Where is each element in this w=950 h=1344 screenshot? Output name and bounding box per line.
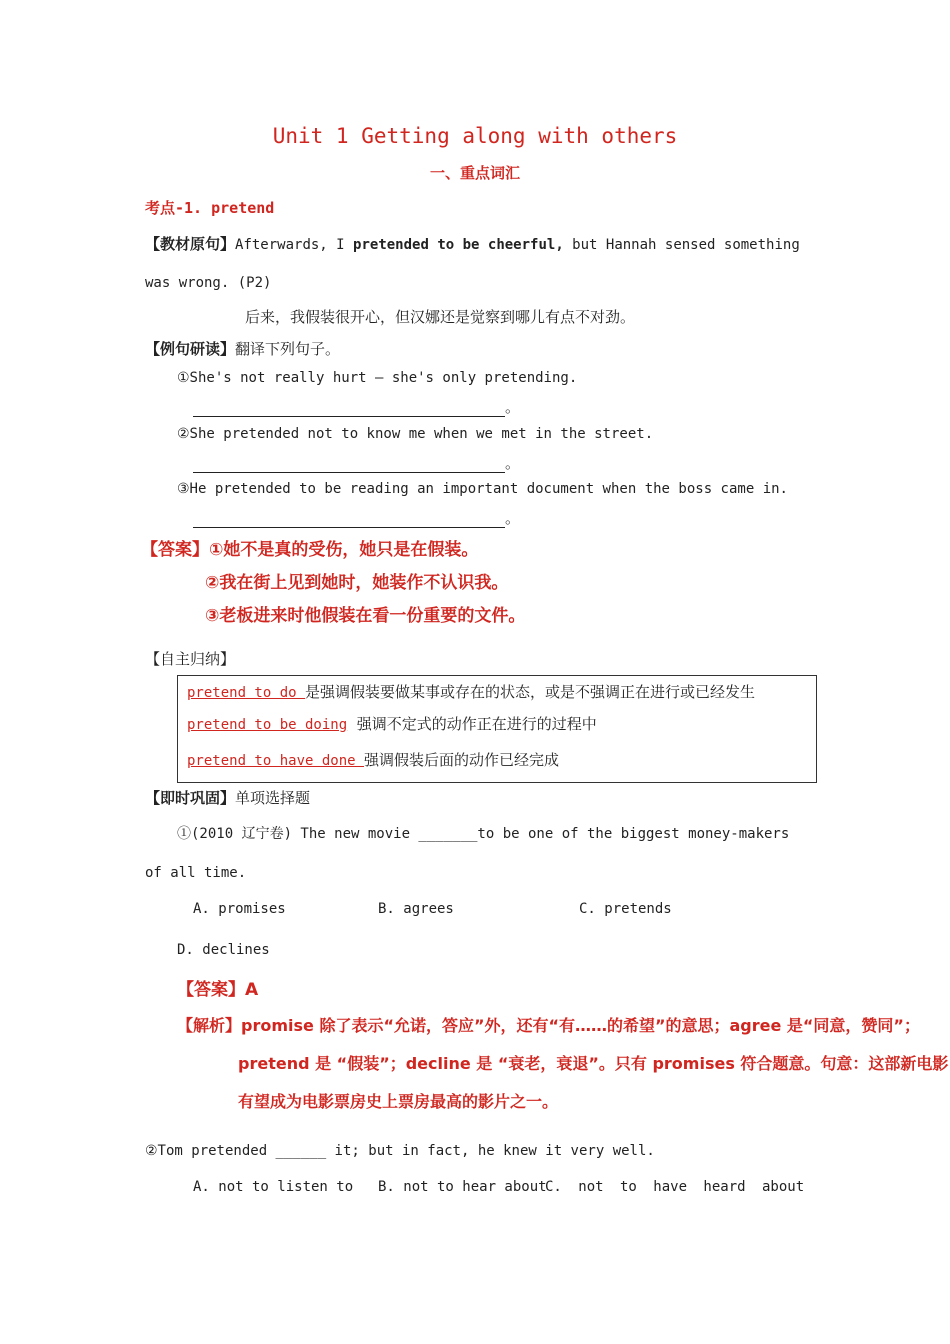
question-1-explanation-1: 【解析】promise 除了表示“允诺，答应”外，还有“有……的希望”的意思；agree 是“同意，赞同”； bbox=[177, 1016, 920, 1035]
option-a: A. promises bbox=[193, 901, 286, 917]
textbook-pre: Afterwards, I bbox=[235, 237, 354, 253]
question-1-line1: ①(2010 辽宁卷) The new movie _______to be one of the biggest money-makers bbox=[177, 826, 790, 842]
examples-tag: 【例句研读】 bbox=[145, 340, 236, 358]
summary-desc-1: 是强调假装要做某事或存在的状态，或是不强调正在进行或已经发生 bbox=[305, 683, 756, 701]
answer-blank-2: 。 bbox=[193, 452, 520, 473]
practice-heading bbox=[145, 787, 310, 808]
summary-phrase-1: pretend to do bbox=[187, 685, 306, 701]
option-b: B. agrees bbox=[378, 901, 454, 917]
answer-1: 【答案】①她不是真的受伤，她只是在假装。 bbox=[141, 540, 479, 560]
answer-3: ③老板进来时他假装在看一份重要的文件。 bbox=[205, 606, 526, 626]
option-d: D. declines bbox=[177, 942, 270, 958]
summary-row-2 bbox=[187, 713, 597, 734]
answer-blank-3: 。 bbox=[193, 507, 520, 528]
examples-instruction: 翻译下列句子。 bbox=[235, 340, 341, 358]
example-3: ③He pretended to be reading an important document when the boss came in. bbox=[177, 481, 788, 497]
question-1-explanation-3: 有望成为电影票房史上票房最高的影片之一。 bbox=[238, 1092, 559, 1111]
page-title: Unit 1 Getting along with others bbox=[272, 124, 678, 148]
textbook-tag: 【教材原句】 bbox=[145, 235, 236, 253]
textbook-sentence bbox=[145, 233, 800, 254]
q2-option-b: B. not to hear about bbox=[378, 1179, 547, 1195]
section-heading: 一、重点词汇 bbox=[429, 164, 520, 182]
textbook-translation: 后来，我假装很开心，但汉娜还是觉察到哪儿有点不对劲。 bbox=[245, 308, 636, 326]
summary-tag: 【自主归纳】 bbox=[145, 650, 236, 668]
practice-tag: 【即时巩固】 bbox=[145, 789, 236, 807]
answer-2: ②我在街上见到她时，她装作不认识我。 bbox=[205, 573, 509, 593]
example-1: ①She's not really hurt — she's only pretending. bbox=[177, 370, 578, 386]
summary-desc-3: 强调假装后面的动作已经完成 bbox=[364, 751, 560, 769]
answer-blank-1: 。 bbox=[193, 396, 520, 417]
summary-phrase-2: pretend to be doing bbox=[187, 717, 348, 733]
practice-instruction: 单项选择题 bbox=[235, 789, 311, 807]
option-c: C. pretends bbox=[579, 901, 672, 917]
summary-desc-2: 强调不定式的动作正在进行的过程中 bbox=[347, 715, 597, 733]
question-1-explanation-2: pretend 是 “假装”；decline 是 “衰老，衰退”。只有 promises 符合题意。句意：这部新电影 bbox=[238, 1054, 949, 1073]
point-heading: 考点-1. pretend bbox=[145, 199, 275, 217]
q2-option-c: C. not to have heard about bbox=[545, 1179, 805, 1195]
examples-heading bbox=[145, 338, 340, 359]
example-2: ②She pretended not to know me when we met in the street. bbox=[177, 426, 654, 442]
summary-phrase-3: pretend to have done bbox=[187, 753, 365, 769]
textbook-bold: pretended to be cheerful, bbox=[353, 237, 564, 253]
question-1-answer: 【答案】A bbox=[177, 980, 259, 1000]
summary-row-1 bbox=[187, 681, 755, 702]
q2-option-a: A. not to listen to bbox=[193, 1179, 354, 1195]
question-1-line2: of all time. bbox=[145, 865, 247, 881]
textbook-line2: was wrong. (P2) bbox=[145, 275, 272, 291]
textbook-post: but Hannah sensed something bbox=[563, 237, 800, 253]
summary-row-3 bbox=[187, 749, 559, 770]
question-2-line1: ②Tom pretended ______ it; but in fact, he knew it very well. bbox=[145, 1143, 655, 1159]
